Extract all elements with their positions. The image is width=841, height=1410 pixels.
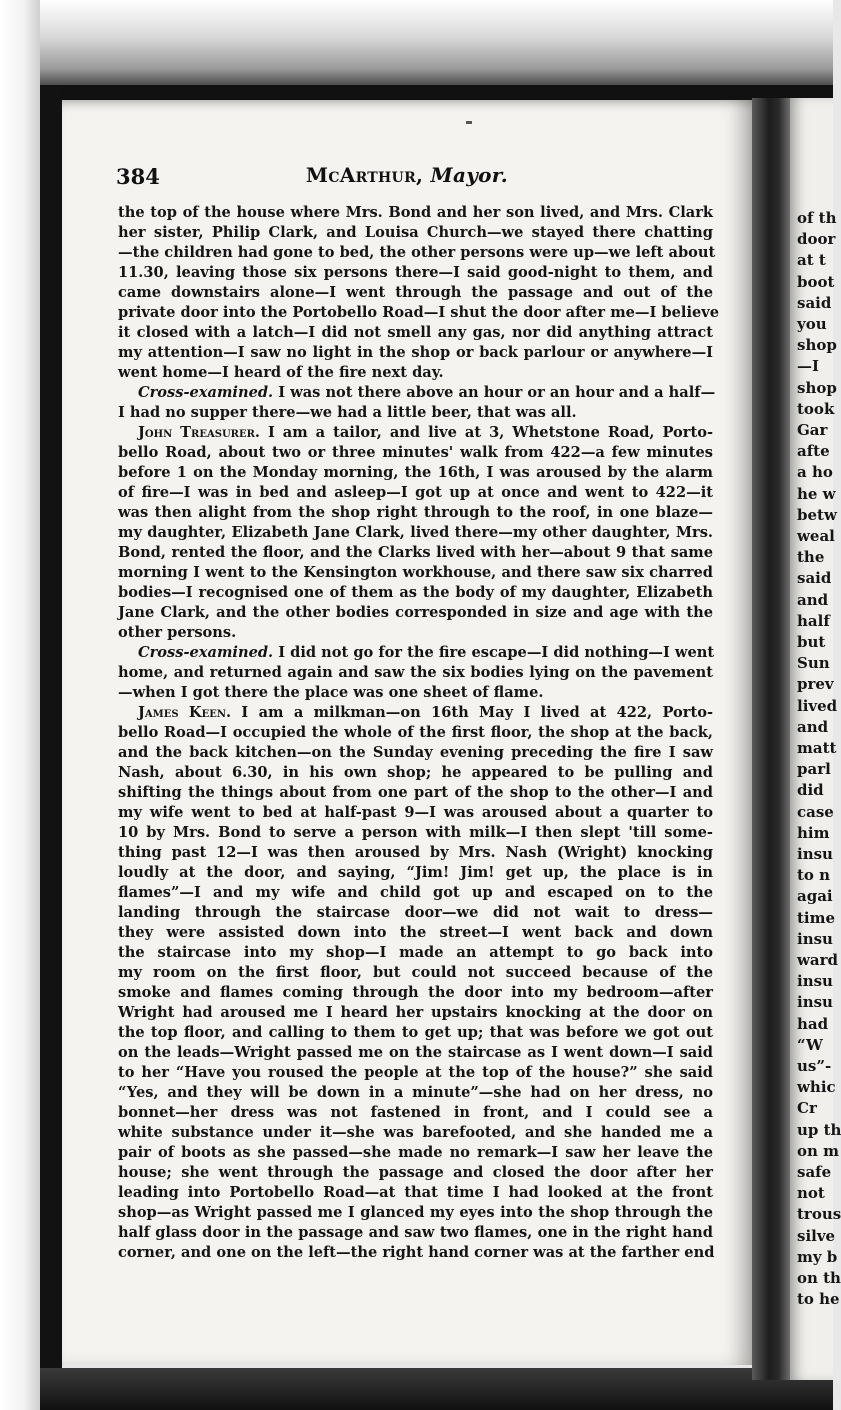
facing-page-fragment: boot (797, 272, 835, 291)
text-line (118, 1223, 713, 1243)
line-text: other persons. (118, 624, 237, 641)
line-text: my attention—I saw no light in the shop or back parlour or anywhere—I (118, 344, 713, 361)
facing-page-fragment: insu (797, 993, 833, 1012)
text-line (118, 1163, 713, 1183)
line-text: shop—as Wright passed me I glanced my eyes into the shop through the (118, 1204, 713, 1221)
text-line (118, 343, 713, 363)
facing-page-fragment: Cr (797, 1099, 817, 1118)
facing-page-fragment: to he (797, 1290, 840, 1309)
line-text: morning I went to the Kensington workhouse, and there saw six charred (118, 564, 713, 581)
facing-page-fragment: “W (797, 1035, 823, 1054)
text-line (118, 803, 713, 823)
facing-page-fragment: betw (797, 505, 837, 524)
line-text: the top of the house where Mrs. Bond and her son lived, and Mrs. Clark (118, 204, 713, 221)
facing-page-fragment: Gar (797, 421, 828, 439)
line-text: Jane Clark, and the other bodies corresponded in size and age with the (118, 604, 713, 621)
facing-page-fragment: a ho (797, 463, 833, 482)
text-line (118, 683, 713, 703)
page-number: 384 (116, 164, 160, 189)
text-line (118, 1103, 713, 1123)
facing-page-fragment: matt (797, 739, 837, 757)
facing-page-fragment: took (797, 399, 835, 418)
facing-page-fragment: case (797, 802, 834, 821)
facing-page-fragment: he w (797, 484, 836, 503)
line-text: Wright had aroused me I heard her upstairs knocking at the door on (118, 1004, 713, 1021)
text-line (118, 1023, 713, 1043)
facing-page-fragment: afte (797, 442, 830, 461)
line-text: I did not go for the fire escape—I did nothing—I went (273, 644, 715, 661)
text-line (118, 883, 713, 903)
facing-page-fragment: but (797, 633, 826, 651)
text-line (118, 723, 713, 743)
line-text: before 1 on the Monday morning, the 16th, I was aroused by the alarm (118, 464, 713, 481)
facing-page-fragment: said (797, 293, 832, 312)
line-text: they were assisted down into the street—I went back and down (118, 924, 713, 941)
facing-page-fragment: up th (797, 1120, 841, 1139)
text-line (118, 1203, 713, 1223)
line-text: her sister, Philip Clark, and Louisa Church—we stayed there chatting (118, 224, 713, 241)
line-text: I had no supper there—we had a little beer, that was all. (118, 404, 577, 421)
line-text: my wife went to bed at half-past 9—I was aroused about a quarter to (118, 804, 713, 821)
text-line (118, 1083, 713, 1103)
line-text: came downstairs alone—I went through the passage and out of the (118, 284, 713, 301)
line-text: bonnet—her dress was not fastened in front, and I could see a (118, 1104, 713, 1121)
text-line (118, 963, 713, 983)
text-line (118, 443, 713, 463)
line-text: bodies—I recognised one of them as the body of my daughter, Elizabeth (118, 584, 713, 601)
line-text: 10 by Mrs. Bond to serve a person with milk—I then slept 'till some- (118, 824, 713, 841)
text-line (118, 643, 713, 663)
facing-page-fragment: at t (797, 251, 826, 270)
running-head-title: Mayor. (430, 163, 509, 187)
line-text: I was not there above an hour or an hour and a half— (273, 384, 716, 401)
line-text: “Yes, and they will be down in a minute”—she had on her dress, no (118, 1084, 713, 1101)
line-text: my daughter, Elizabeth Jane Clark, lived there—my other daughter, Mrs. (118, 524, 713, 541)
line-text: Nash, about 6.30, in his own shop; he appeared to be pulling and (118, 764, 713, 781)
line-text: leading into Portobello Road—at that time I had looked at the front (118, 1184, 713, 1201)
line-text: —when I got there the place was one sheet of flame. (118, 684, 544, 701)
line-text: it closed with a latch—I did not smell any gas, nor did anything attract (118, 324, 713, 341)
text-line (118, 1243, 713, 1263)
facing-page-fragment: and (797, 590, 829, 609)
binding-shadow-left (40, 85, 62, 1410)
line-text: —the children had gone to bed, the other persons were up—we left about (118, 244, 716, 261)
facing-page-fragment: time (797, 908, 836, 927)
facing-page-fragment: prev (797, 675, 834, 694)
text-line (118, 703, 713, 723)
facing-page-fragment: insu (797, 845, 833, 863)
text-line (118, 1183, 713, 1203)
facing-page-fragment: said (797, 569, 832, 588)
text-line (118, 383, 716, 403)
text-line (118, 943, 713, 963)
text-line (118, 663, 713, 683)
line-text: thing past 12—I was then aroused by Mrs. Nash (Wright) knocking (118, 844, 713, 861)
text-line (118, 223, 713, 243)
line-text: house; she went through the passage and closed the door after her (118, 1164, 713, 1181)
line-text: bello Road—I occupied the whole of the first floor, the shop at the back, (118, 724, 713, 741)
book-gutter (752, 98, 790, 1380)
text-line (118, 1143, 713, 1163)
facing-page-fragment: and (797, 717, 829, 736)
facing-page-fragment: half (797, 611, 830, 630)
witness-name: John Treasurer. (138, 424, 261, 441)
facing-page-fragment: did (797, 781, 824, 800)
text-line (118, 403, 713, 423)
text-line (118, 983, 713, 1003)
facing-page-fragment: Sun (797, 654, 830, 673)
text-line (118, 843, 713, 863)
text-line (118, 1063, 713, 1083)
scan-top-margin (0, 0, 833, 92)
facing-page-fragment: insu (797, 972, 833, 991)
facing-page-fragment: shop (797, 336, 837, 355)
book-page (62, 100, 752, 1365)
facing-page-fragment: agai (797, 887, 833, 906)
line-text: 11.30, leaving those six persons there—I said good-night to them, and (118, 264, 713, 281)
line-text: and the back kitchen—on the Sunday evening preceding the fire I saw (118, 744, 713, 761)
text-line (118, 903, 713, 923)
facing-page-fragment: lived (797, 696, 838, 715)
facing-page-fragment: not (797, 1184, 825, 1203)
line-text: flames”—I and my wife and child got up and escaped on to the (118, 884, 713, 901)
text-line (118, 263, 713, 283)
print-mark (466, 121, 472, 124)
line-text: landing through the staircase door—we did not wait to dress— (118, 904, 713, 921)
text-line (118, 423, 713, 443)
line-text: Bond, rented the floor, and the Clarks lived with her—about 9 that same (118, 544, 713, 561)
facing-page-fragment: insu (797, 929, 833, 948)
facing-page-fragment: my b (797, 1247, 838, 1266)
text-line (118, 1003, 713, 1023)
line-text: to her “Have you roused the people at the top of the house?” she said (118, 1064, 713, 1081)
body-text (118, 203, 720, 1263)
line-text: the staircase into my shop—I made an attempt to go back into (118, 944, 713, 961)
text-line (118, 563, 713, 583)
facing-page-fragment: silve (797, 1226, 836, 1245)
line-text: pair of boots as she passed—she made no remark—I saw her leave the (118, 1144, 713, 1161)
facing-page-fragment: on m (797, 1141, 840, 1160)
facing-page-fragment: door (797, 230, 836, 249)
text-line (118, 543, 713, 563)
line-text: white substance under it—she was barefooted, and she handed me a (118, 1124, 713, 1141)
facing-page-fragment: on th (797, 1269, 841, 1287)
line-text: went home—I heard of the fire next day. (118, 364, 444, 381)
text-line (118, 823, 713, 843)
facing-page-fragment: us”- (797, 1057, 832, 1075)
text-line (118, 463, 713, 483)
facing-page-fragment: the (797, 548, 825, 567)
facing-page-fragment: of th (797, 209, 837, 227)
text-line (118, 323, 713, 343)
cross-examined-label: Cross-examined. (138, 384, 274, 401)
text-line (118, 303, 720, 323)
facing-page-fragment: you (797, 315, 827, 333)
text-line (118, 243, 716, 263)
line-text: smoke and flames coming through the door into my bedroom—after (118, 984, 713, 1001)
line-text: the top floor, and calling to them to get up; that was before we got out (118, 1024, 713, 1041)
line-text: corner, and one on the left—the right hand corner was at the farther end (118, 1244, 715, 1261)
text-line (118, 623, 713, 643)
line-text: loudly at the door, and saying, “Jim! Jim! get up, the place is in (118, 864, 713, 881)
scan-left-margin (0, 0, 40, 1410)
facing-page-fragment: —I (797, 357, 820, 376)
line-text: my room on the first floor, but could not succeed because of the (118, 964, 713, 981)
binding-shadow-bottom (40, 1368, 833, 1410)
facing-page-fragment: him (797, 823, 830, 842)
cross-examined-label: Cross-examined. (138, 644, 274, 661)
line-text: shifting the things about from one part of the shop to the other—I and (118, 784, 713, 801)
line-text: I am a milkman—on 16th May I lived at 422, Porto- (231, 704, 713, 721)
text-line (118, 363, 713, 383)
witness-name: James Keen. (138, 704, 232, 721)
text-line (118, 763, 713, 783)
facing-page-fragment: safe (797, 1163, 832, 1181)
facing-page-fragment: to n (797, 866, 831, 885)
facing-page-fragment: weal (797, 527, 835, 545)
text-line (118, 923, 713, 943)
text-line (118, 863, 713, 883)
facing-page-fragment: ward (797, 951, 839, 969)
text-line (118, 1123, 713, 1143)
text-line (118, 523, 713, 543)
text-line (118, 603, 713, 623)
line-text: of fire—I was in bed and asleep—I got up at once and went to 422—it (118, 484, 713, 501)
text-line (118, 483, 713, 503)
text-line (118, 783, 713, 803)
facing-page-fragment: whic (797, 1078, 836, 1097)
facing-page-edge (790, 98, 841, 1380)
facing-page-fragment: trous (797, 1205, 841, 1224)
text-line (118, 743, 713, 763)
running-head-name: McArthur, (305, 163, 424, 187)
text-line (118, 283, 713, 303)
facing-page-fragment: had (797, 1014, 829, 1033)
line-text: bello Road, about two or three minutes' walk from 422—a few minutes (118, 444, 713, 461)
line-text: I am a tailor, and live at 3, Whetstone Road, Porto- (260, 424, 714, 441)
line-text: was then alight from the shop right through to the roof, in one blaze— (118, 504, 713, 521)
facing-page-fragment: shop (797, 378, 837, 397)
line-text: half glass door in the passage and saw two flames, one in the right hand (118, 1224, 713, 1241)
line-text: home, and returned again and saw the six bodies lying on the pavement (118, 664, 713, 681)
line-text: on the leads—Wright passed me on the staircase as I went down—I said (118, 1044, 713, 1061)
line-text: private door into the Portobello Road—I shut the door after me—I believe (118, 304, 720, 321)
text-line (118, 203, 713, 223)
text-line (118, 1043, 713, 1063)
text-line (118, 503, 713, 523)
running-head (62, 163, 752, 187)
facing-page-fragment: parl (797, 760, 831, 779)
text-line (118, 583, 713, 603)
